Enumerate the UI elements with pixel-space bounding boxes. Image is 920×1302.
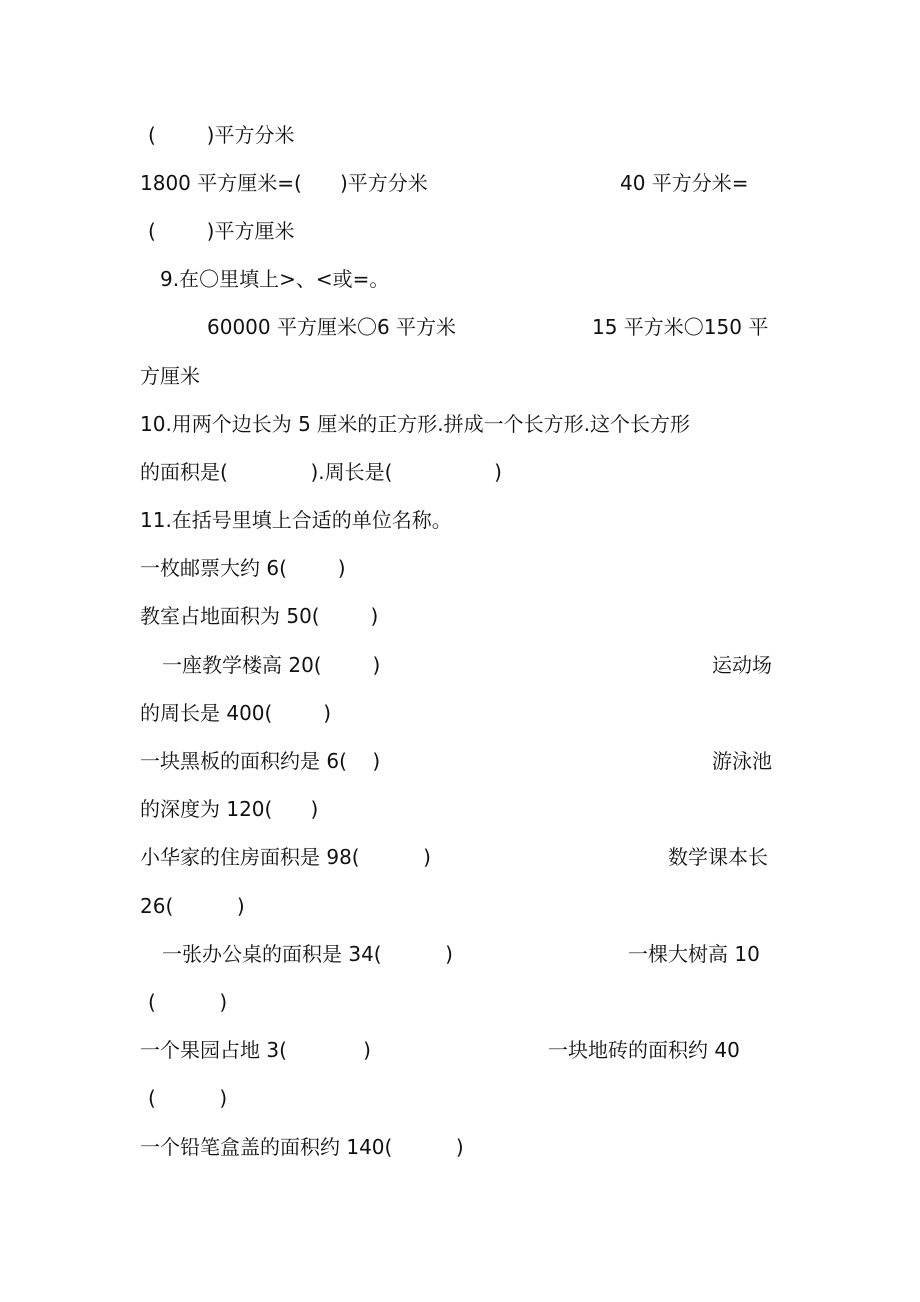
question-10-text-1: 10.用两个边长为 5 厘米的正方形.拼成一个长方形.这个长方形 [140, 412, 690, 436]
line-3-text: ( )平方厘米 [148, 219, 295, 243]
line-5-left: 60000 平方厘米〇6 平方米 [207, 315, 457, 339]
line-10 [0, 548, 920, 588]
line-17-text: 26( ) [140, 894, 245, 918]
line-18 [0, 934, 920, 974]
line-22-text: 一个铅笔盒盖的面积约 140( ) [140, 1135, 464, 1159]
line-21 [0, 1078, 920, 1118]
line-1 [0, 115, 920, 155]
line-18-left: 一张办公桌的面积是 34( ) [162, 942, 453, 966]
line-2-left: 1800 平方厘米=( )平方分米 [140, 171, 428, 195]
line-14 [0, 741, 920, 781]
line-5 [0, 307, 920, 347]
line-14-left: 一块黑板的面积约是 6( ) [140, 749, 381, 773]
line-12-right: 运动场 [712, 653, 772, 677]
question-11-text: 11.在括号里填上合适的单位名称。 [140, 508, 452, 532]
question-10-text-2: 的面积是( ).周长是( ) [140, 460, 502, 484]
line-1-text: ( )平方分米 [148, 123, 295, 147]
question-11-heading [0, 500, 920, 540]
line-18-right: 一棵大树高 10 [628, 942, 760, 966]
line-21-text: ( ) [148, 1086, 228, 1110]
line-3 [0, 211, 920, 251]
question-10-line-2 [0, 452, 920, 492]
question-10-line-1 [0, 404, 920, 444]
line-11 [0, 596, 920, 636]
line-10-text: 一枚邮票大约 6( ) [140, 556, 346, 580]
line-13 [0, 693, 920, 733]
line-19-text: ( ) [148, 990, 228, 1014]
line-20 [0, 1030, 920, 1070]
line-16-right: 数学课本长 [668, 845, 768, 869]
line-14-right: 游泳池 [712, 749, 772, 773]
question-9-heading [0, 259, 920, 299]
line-22 [0, 1127, 920, 1167]
question-9-text: 9.在〇里填上>、<或=。 [160, 267, 390, 291]
line-6 [0, 356, 920, 396]
line-15 [0, 789, 920, 829]
line-16 [0, 837, 920, 877]
line-5-right: 15 平方米〇150 平 [592, 315, 769, 339]
line-17 [0, 886, 920, 926]
line-19 [0, 982, 920, 1022]
line-12-left: 一座教学楼高 20( ) [162, 653, 381, 677]
line-2 [0, 163, 920, 203]
line-16-left: 小华家的住房面积是 98( ) [140, 845, 431, 869]
line-11-text: 教室占地面积为 50( ) [140, 604, 379, 628]
line-12 [0, 645, 920, 685]
line-15-text: 的深度为 120( ) [140, 797, 319, 821]
line-20-right: 一块地砖的面积约 40 [548, 1038, 740, 1062]
line-6-text: 方厘米 [140, 364, 200, 388]
line-13-text: 的周长是 400( ) [140, 701, 331, 725]
line-2-right: 40 平方分米= [620, 171, 749, 195]
line-20-left: 一个果园占地 3( ) [140, 1038, 371, 1062]
